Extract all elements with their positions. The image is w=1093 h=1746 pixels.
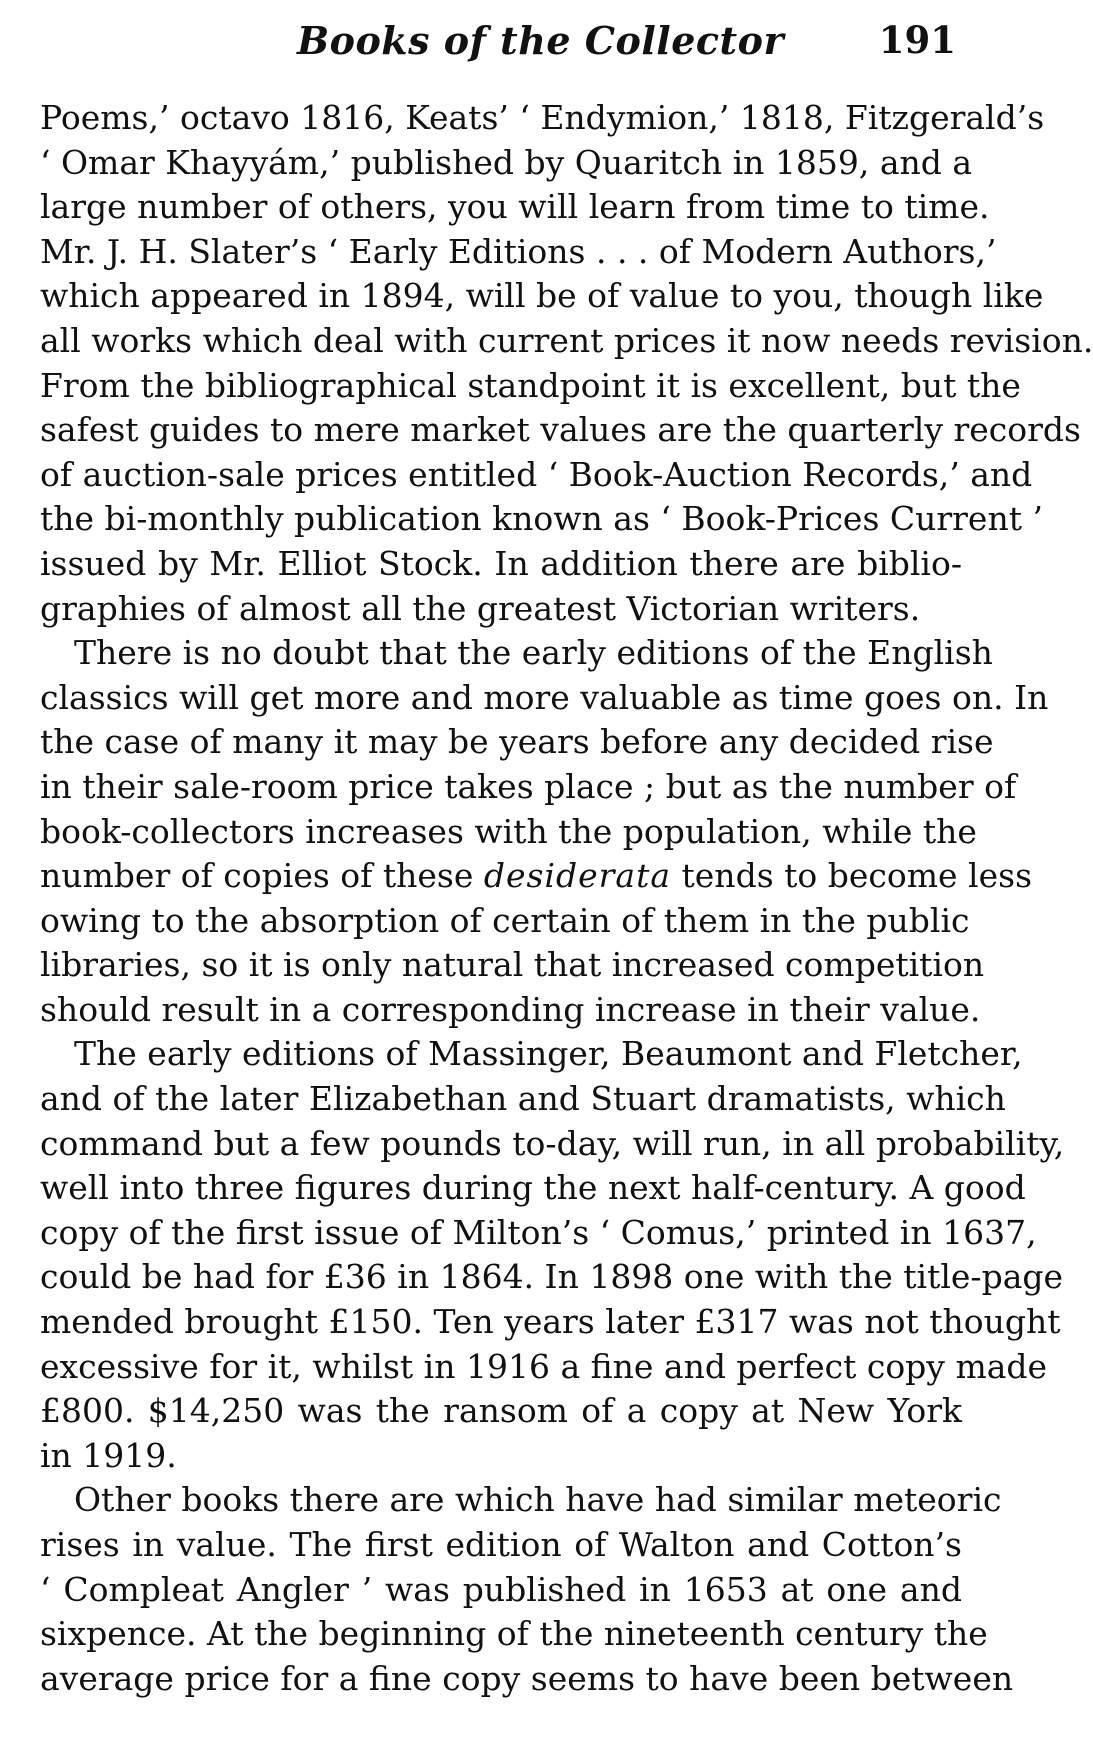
text-line: the bi-monthly publication known as ‘ Book-Prices Current ’	[40, 499, 1043, 539]
paragraph	[40, 631, 1049, 1032]
text-line: large number of others, you will learn from time to time.	[40, 187, 990, 227]
text-line: classics will get more and more valuable as time goes on. In	[40, 677, 1049, 717]
paragraph	[40, 1478, 1014, 1701]
text-line: safest guides to mere market values are the quarterly records	[40, 410, 1081, 450]
text-line: book-collectors increases with the population, while the	[40, 811, 977, 851]
text-line: There is no doubt that the early editions of the English	[74, 633, 993, 673]
text-line: Mr. J. H. Slater’s ‘ Early Editions . . . of Modern Authors,’	[40, 231, 997, 271]
text-line: in their sale-room price takes place ; but as the number of	[40, 766, 1017, 806]
text-line: excessive for it, whilst in 1916 a fine and perfect copy made	[40, 1346, 1048, 1386]
text-line: Poems,’ octavo 1816, Keats’ ‘ Endymion,’ 1818, Fitzgerald’s	[40, 98, 1045, 137]
text-line: sixpence. At the beginning of the nineteenth century the	[40, 1614, 988, 1654]
text-line: should result in a corresponding increase in their value.	[40, 989, 981, 1029]
text-line: command but a few pounds to-day, will run, in all probability,	[40, 1123, 1065, 1163]
text-line: in 1919.	[40, 1435, 177, 1475]
text-line: which appeared in 1894, will be of value to you, though like	[40, 276, 1044, 316]
text-line: Other books there are which have had similar meteoric	[74, 1480, 1002, 1520]
text-line: average price for a fine copy seems to have been between	[40, 1658, 1014, 1698]
page-number: 191	[878, 18, 956, 62]
text-line: could be had for £36 in 1864. In 1898 one with the title-page	[40, 1257, 1064, 1297]
paragraph	[40, 96, 1093, 631]
text-line: the case of many it may be years before any decided rise	[40, 722, 994, 762]
text-line: £800. $14,250 was the ransom of a copy at New York	[40, 1391, 962, 1431]
text-line: From the bibliographical standpoint it is excellent, but the	[40, 365, 1021, 405]
text-line: libraries, so it is only natural that increased competition	[40, 945, 985, 985]
text-line: rises in value. The first edition of Walton and Cotton’s	[40, 1525, 962, 1564]
text-line: owing to the absorption of certain of them in the public	[40, 900, 970, 940]
text-line: issued by Mr. Elliot Stock. In addition there are biblio-	[40, 543, 962, 583]
text-line: all works which deal with current prices it now needs revision.	[40, 320, 1093, 360]
text-line: ‘ Omar Khayyám,’ published by Quaritch in 1859, and a	[40, 142, 973, 182]
text-line: mended brought £150. Ten years later £317 was not thought	[40, 1302, 1061, 1342]
running-title: Books of the Collector	[297, 18, 784, 63]
running-head	[0, 10, 1000, 70]
text-line: well into three figures during the next half-century. A good	[40, 1168, 1026, 1208]
italic-term: desiderata	[483, 856, 672, 896]
paragraph	[40, 1032, 1065, 1478]
text-line: of auction-sale prices entitled ‘ Book-Auction Records,’ and	[40, 454, 1033, 494]
text-line: and of the later Elizabethan and Stuart dramatists, which	[40, 1079, 1006, 1119]
text-line: number of copies of these desiderata tends to become less	[40, 856, 1033, 896]
body-text	[40, 96, 1093, 1701]
text-line: copy of the first issue of Milton’s ‘ Comus,’ printed in 1637,	[40, 1212, 1037, 1252]
text-line: The early editions of Massinger, Beaumont and Fletcher,	[74, 1034, 1023, 1074]
text-line: ‘ Compleat Angler ’ was published in 1653 at one and	[40, 1569, 962, 1609]
text-line: graphies of almost all the greatest Victorian writers.	[40, 588, 921, 628]
